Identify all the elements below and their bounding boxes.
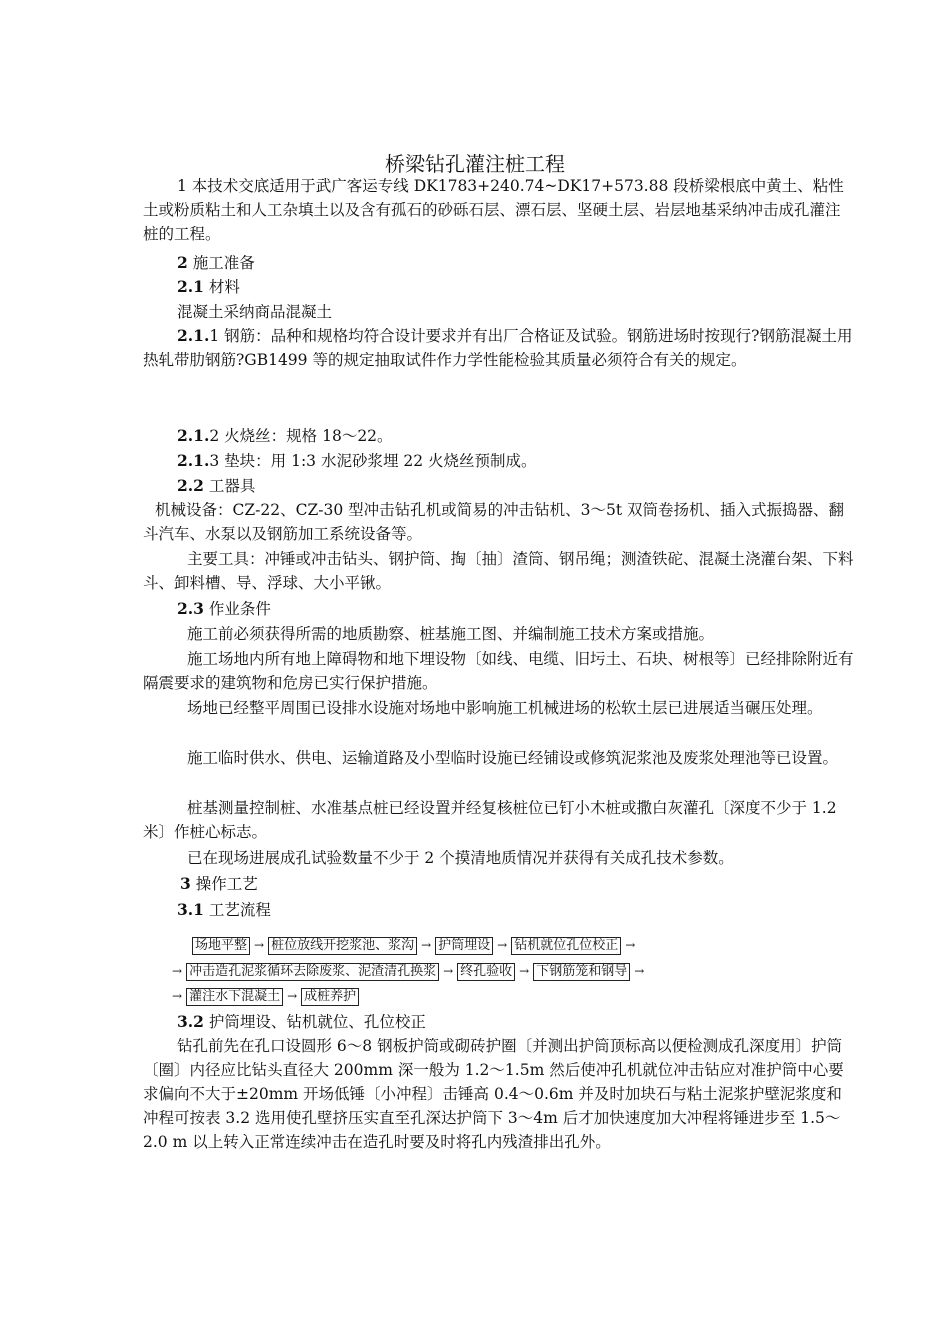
section-3-2-number: 3.2 [177, 1012, 204, 1031]
section-2-label: 施工准备 [192, 254, 255, 272]
arrow-right-icon: → [497, 938, 508, 952]
section-2-1-1-paragraph [143, 324, 855, 372]
section-2-1-1-text: 1 钢筋：品种和规格均符合设计要求并有出厂合格证及试验。钢筋进场时按现行?钢筋混凝土用热轧带肋钢筋?GB1499 等的规定抽取试件作力学性能检验其质量必须符合有关的规定。 [143, 327, 853, 369]
section-2-2-number: 2.2 [177, 476, 204, 495]
arrow-right-icon: → [172, 964, 183, 978]
flow-step-rebar-cage: 下钢筋笼和钢导 [533, 963, 630, 981]
arrow-right-icon: → [172, 989, 183, 1003]
page-title: 桥梁钻孔灌注桩工程 [385, 152, 565, 176]
section-2-1-3-paragraph [143, 449, 855, 473]
section-2-1-2-number: 2.1. [177, 426, 210, 445]
section-2-1-2-paragraph [143, 424, 855, 448]
arrow-right-icon: → [421, 938, 432, 952]
section-2-1-heading [143, 275, 855, 299]
section-2-1-3-text: 3 垫块：用 1:3 水泥砂浆埋 22 火烧丝预制成。 [209, 452, 537, 470]
flow-step-rig-positioning: 钻机就位孔位校正 [511, 937, 621, 955]
arrow-right-icon: → [443, 964, 454, 978]
condition-paragraph: 施工临时供水、供电、运输道路及小型临时设施已经铺设或修筑泥浆池及废浆处理池等已设置。 [187, 749, 839, 767]
section-3-2-heading [143, 1010, 855, 1034]
section-3-1-number: 3.1 [177, 900, 204, 919]
flow-step-site-leveling: 场地平整 [192, 937, 250, 955]
flow-step-percussion-drilling: 冲击造孔泥浆循环去除废浆、泥渣清孔换浆 [186, 963, 439, 981]
arrow-right-icon: → [634, 964, 645, 978]
process-flow-row-1 [0, 935, 950, 956]
section-2-heading [143, 251, 855, 275]
section-1-paragraph: 1 本技术交底适用于武广客运专线 DK1783+240.74~DK17+573.88 段桥梁根底中黄土、粘性土或粉质粘土和人工杂填土以及含有孤石的砂砾石层、漂石层、坚硬土层、岩层地基采纳冲击成孔灌注桩的工程。 [143, 177, 844, 243]
flow-step-pile-curing: 成桩养护 [301, 988, 359, 1006]
section-2-3-label: 作业条件 [208, 600, 271, 618]
section-2-1-3-number: 2.1. [177, 451, 210, 470]
arrow-right-icon: → [254, 938, 265, 952]
flow-step-underwater-concrete: 灌注水下混凝土 [186, 988, 283, 1006]
section-2-number: 2 [177, 253, 188, 272]
section-3-2-label: 护筒埋设、钻机就位、孔位校正 [208, 1013, 426, 1031]
machines-paragraph: 机械设备：CZ-22、CZ-30 型冲击钻孔机或简易的冲击钻机、3～5t 双筒卷扬机、插入式振捣器、翻斗汽车、水泵以及钢筋加工系统设备等。 [143, 501, 844, 543]
section-3-label: 操作工艺 [195, 875, 258, 893]
arrow-right-icon: → [519, 964, 530, 978]
condition-paragraph: 施工场地内所有地上障碍物和地下埋设物〔如线、电缆、旧圬土、石块、树根等〕已经排除附近有隔震要求的建筑物和危房已实行保护措施。 [143, 650, 854, 692]
condition-paragraph: 施工前必须获得所需的地质勘察、桩基施工图、并编制施工技术方案或措施。 [187, 625, 715, 643]
section-2-3-heading [143, 597, 855, 621]
condition-paragraph: 桩基测量控制桩、水准基点桩已经设置并经复核桩位已钉小木桩或撒白灰灌孔〔深度不少于 1.2 米〕作桩心标志。 [143, 799, 837, 841]
section-2-2-label: 工器具 [208, 477, 256, 495]
process-flow-row-3 [0, 986, 950, 1007]
tools-paragraph: 主要工具：冲锤或冲击钻头、钢护筒、掏〔抽〕渣筒、钢吊绳；测渣铁砣、混凝土浇灌台架、下料斗、卸料槽、导、浮球、大小平锹。 [143, 550, 854, 592]
arrow-right-icon: → [625, 938, 636, 952]
section-3-1-label: 工艺流程 [208, 901, 271, 919]
section-3-1-heading [143, 898, 855, 922]
section-3-2-paragraph: 钻孔前先在孔口设圆形 6～8 钢板护筒或砌砖护圈〔并测出护筒顶标高以便检测成孔深度用〕护筒〔圈〕内径应比钻头直径大 200mm 深一般为 1.2～1.5m 然后使冲孔机就位冲击钻应对准护筒中心要求偏向不大于±20mm 开场低锤〔小冲程〕击锤高 0.4～0.6m 并及时加块石与粘土泥浆护壁泥浆度和冲程可按表 3.2 选用使孔壁挤压实直至孔深达护筒下 3～4m 后才加快速度加大冲程将锤进步至 1.5～2.0 m 以上转入正常连续冲击在造孔时要及时将孔内残渣排出孔外。 [143, 1037, 844, 1151]
concrete-paragraph: 混凝土采纳商品混凝土 [177, 303, 333, 321]
flow-step-casing-burial: 护筒埋设 [435, 937, 493, 955]
section-2-1-number: 2.1 [177, 277, 204, 296]
section-2-1-1-number: 2.1. [177, 326, 210, 345]
section-2-3-number: 2.3 [177, 599, 204, 618]
condition-paragraph: 已在现场进展成孔试验数量不少于 2 个摸清地质情况并获得有关成孔技术参数。 [187, 849, 734, 867]
condition-paragraph: 场地已经整平周围已设排水设施对场地中影响施工机械进场的松软土层已进展适当碾压处理。 [187, 699, 823, 717]
section-3-number: 3 [180, 874, 191, 893]
section-2-2-heading [143, 474, 855, 498]
process-flow-row-2 [0, 961, 950, 982]
section-2-1-2-text: 2 火烧丝：规格 18～22。 [209, 427, 393, 445]
section-3-heading [143, 872, 855, 896]
flow-step-stake-layout: 桩位放线开挖浆池、浆沟 [268, 937, 417, 955]
arrow-right-icon: → [287, 989, 298, 1003]
flow-step-final-hole-acceptance: 终孔验收 [457, 963, 515, 981]
section-2-1-label: 材料 [208, 278, 240, 296]
